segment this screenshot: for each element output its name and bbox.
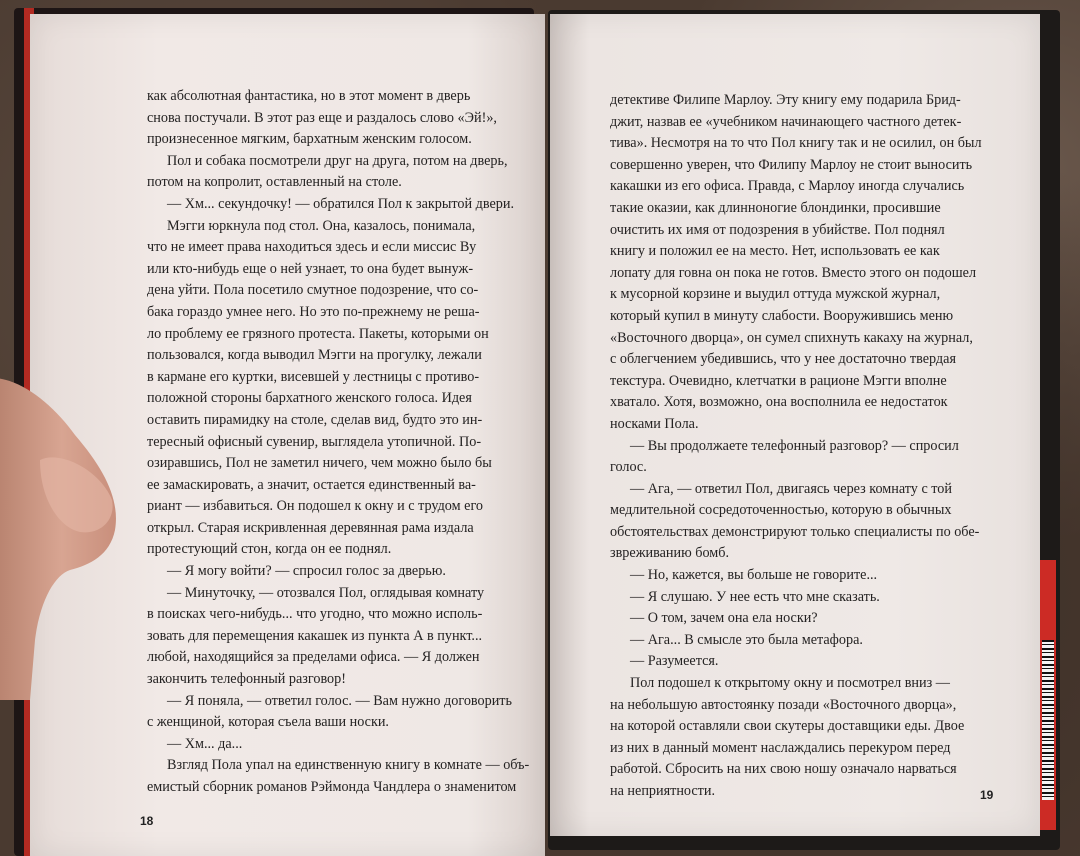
text-line: медлительной сосредоточенностью, которую в обычных xyxy=(610,502,952,519)
text-line: открыл. Старая искривленная деревянная рама издала xyxy=(147,519,474,536)
text-line: обстоятельствах демонстрируют только специалисты по обе- xyxy=(610,523,980,540)
text-line: — Хм... секундочку! — обратился Пол к закрытой двери. xyxy=(167,195,514,212)
text-line: очистить их имя от подозрения в убийстве. Пол поднял xyxy=(610,221,945,238)
text-line: на неприятности. xyxy=(610,783,716,799)
text-line: произнесенное мягким, бархатным женским голосом. xyxy=(147,131,472,148)
barcode xyxy=(1042,640,1054,800)
text-line: или кто-нибудь еще о ней узнает, то она будет вынуж- xyxy=(147,260,474,277)
text-line: в кармане его куртки, висевшей у лестницы с противо- xyxy=(147,368,480,385)
text-line: текстура. Очевидно, клетчатки в рационе Мэгги вполне xyxy=(610,372,947,389)
text-line: — Минуточку, — отозвался Пол, оглядывая комнату xyxy=(167,584,485,601)
text-line: оставить пирамидку на столе, сделав вид, будто это ин- xyxy=(147,411,483,428)
text-line: джит, назвав ее «учебником начинающего частного детек- xyxy=(610,113,962,130)
text-line: в поисках чего-нибудь... что угодно, что можно исполь- xyxy=(147,606,483,623)
text-line: совершенно уверен, что Филипу Марлоу не стоит выносить xyxy=(610,156,973,173)
text-line: носками Пола. xyxy=(610,415,699,432)
text-line: к мусорной корзине и выудил оттуда мужской журнал, xyxy=(610,286,941,303)
text-line: Пол подошел к открытому окну и посмотрел вниз — xyxy=(630,675,950,692)
text-line: ло проблему ее грязного протеста. Пакеты, которыми он xyxy=(147,325,489,342)
text-line: положной стороны бархатного женского голоса. Идея xyxy=(147,390,472,407)
text-line: какашки из его офиса. Правда, с Марлоу иногда случались xyxy=(610,178,965,195)
text-line: лопату для говна он пока не готов. Вместо этого он подошел xyxy=(610,264,977,281)
text-line: — Ага, — ответил Пол, двигаясь через комнату с той xyxy=(630,480,952,497)
text-line: как абсолютная фантастика, но в этот момент в дверь xyxy=(147,88,471,104)
text-line: — Разумеется. xyxy=(630,653,719,670)
text-line: протестующий стон, когда он ее поднял. xyxy=(147,541,392,558)
text-line: потом на копролит, оставленный на столе. xyxy=(147,174,402,191)
text-line: Взгляд Пола упал на единственную книгу в комнате — объ- xyxy=(167,757,530,774)
right-page xyxy=(550,14,1040,836)
thumb xyxy=(0,340,130,700)
text-line: хватало. Хотя, возможно, она восполнила ее недостаток xyxy=(610,394,948,411)
text-line: — Я слушаю. У нее есть что мне сказать. xyxy=(630,588,880,605)
text-line: дена уйти. Пола посетило смутное подозрение, что со- xyxy=(147,282,479,299)
text-line: тива». Несмотря на то что Пол книгу так и не осилил, он был xyxy=(610,135,982,152)
text-line: пользовался, когда выводил Мэгги на прогулку, лежали xyxy=(147,347,482,364)
text-line: — Вы продолжаете телефонный разговор? — спросил xyxy=(630,437,959,454)
text-line: с женщиной, которая съела ваши носки. xyxy=(147,714,389,731)
text-line: такие оказии, как длинноногие блондинки, просившие xyxy=(610,199,941,216)
text-line: бака гораздо умнее него. Но это по-прежнему не реша- xyxy=(147,303,480,320)
page-number-left: 18 xyxy=(140,814,154,828)
text-line: Пол и собака посмотрели друг на друга, потом на дверь, xyxy=(167,152,508,169)
text-line: книгу и положил ее на место. Нет, использовать ее как xyxy=(610,243,940,260)
text-line: снова постучали. В этот раз еще и раздалось слово «Эй!», xyxy=(147,109,497,126)
text-line: на которой оставляли свои скутеры доставщики еды. Двое xyxy=(610,718,965,735)
text-line: который купил в минуту слабости. Вооружившись меню xyxy=(610,307,954,324)
text-line: с облегчением убедившись, что у нее достаточно твердая xyxy=(610,351,956,368)
text-line: — Ага... В смысле это была метафора. xyxy=(630,631,863,648)
text-line: работой. Сбросить на них свою ношу означало нарваться xyxy=(610,761,957,778)
right-page-text xyxy=(610,90,1010,803)
text-line: озиравшись, Пол не заметил ничего, чем можно было бы xyxy=(147,455,492,472)
text-line: звреживанию бомб. xyxy=(610,545,730,562)
text-line: что не имеет права находиться здесь и если миссис Ву xyxy=(147,239,477,256)
text-line: — Хм... да... xyxy=(167,735,243,752)
text-line: — О том, зачем она ела носки? xyxy=(630,610,818,627)
text-line: детективе Филипе Марлоу. Эту книгу ему подарила Брид- xyxy=(610,92,961,108)
text-line: ее замаскировать, а значит, остается единственный ва- xyxy=(147,476,476,493)
text-line: — Но, кажется, вы больше не говорите... xyxy=(630,567,878,584)
text-line: любой, находящийся за пределами офиса. — Я должен xyxy=(147,649,480,666)
text-line: зовать для перемещения какашек из пункта А в пункт... xyxy=(147,627,483,644)
text-line: риант — избавиться. Он подошел к окну и с трудом его xyxy=(147,498,484,515)
text-line: емистый сборник романов Рэймонда Чандлера о знаменитом xyxy=(147,779,517,795)
text-line: тересный офисный сувенир, выглядела утопичной. По- xyxy=(147,433,482,450)
text-line: «Восточного дворца», он сумел спихнуть какаху на журнал, xyxy=(610,329,973,346)
text-line: — Я могу войти? — спросил голос за дверью. xyxy=(167,563,446,580)
text-line: из них в данный момент наслаждались перекуром перед xyxy=(610,739,951,756)
text-line: голос. xyxy=(610,459,647,476)
page-number-right: 19 xyxy=(980,788,994,802)
text-line: на небольшую автостоянку позади «Восточного дворца», xyxy=(610,696,957,713)
text-line: Мэгги юркнула под стол. Она, казалось, понимала, xyxy=(167,217,476,234)
text-line: закончить телефонный разговор! xyxy=(147,671,346,688)
text-line: — Я поняла, — ответил голос. — Вам нужно договорить xyxy=(167,692,512,709)
left-page-text xyxy=(147,86,532,799)
